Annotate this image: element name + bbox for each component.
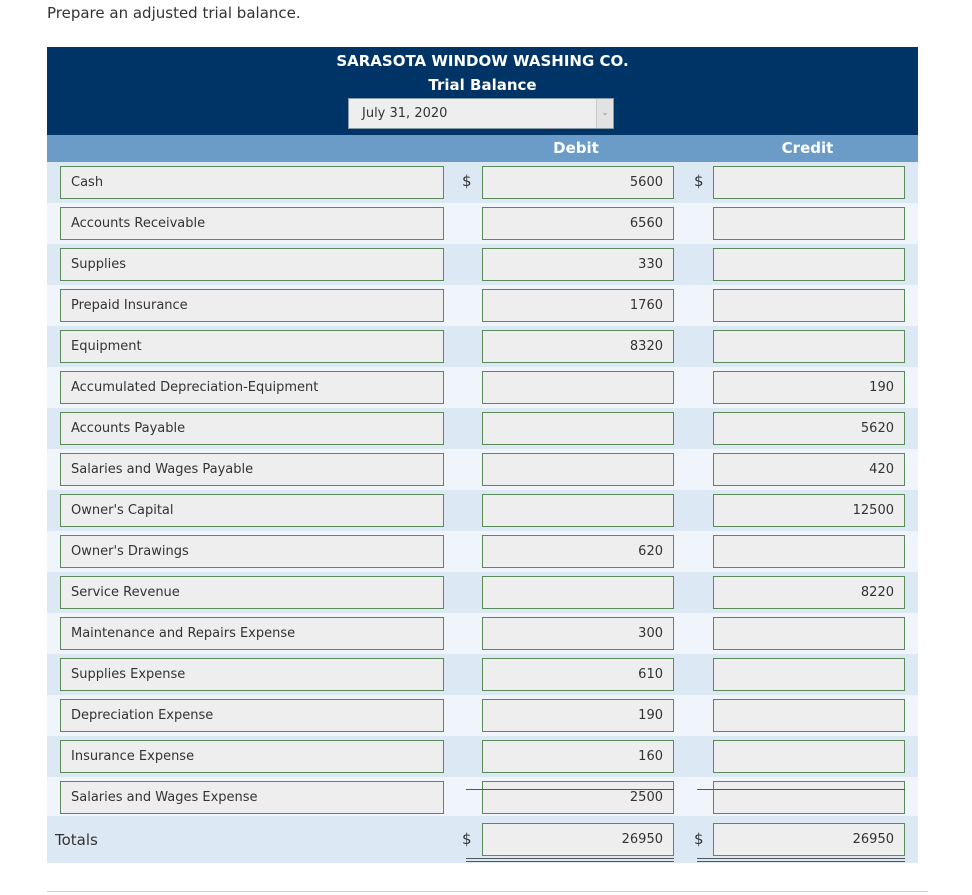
credit-amount: 8220 bbox=[860, 585, 894, 600]
credit-total-rule bbox=[697, 789, 905, 790]
credit-amount-field[interactable] bbox=[713, 494, 905, 527]
debit-amount-field[interactable] bbox=[482, 740, 674, 773]
debit-amount: 190 bbox=[638, 708, 663, 723]
account-name: Insurance Expense bbox=[71, 749, 195, 764]
table-row bbox=[47, 695, 918, 736]
credit-amount-field[interactable] bbox=[713, 371, 905, 404]
debit-amount-field[interactable] bbox=[482, 330, 674, 363]
credit-amount-field[interactable] bbox=[713, 740, 905, 773]
credit-amount-field[interactable] bbox=[713, 781, 905, 814]
debit-amount-field[interactable] bbox=[482, 207, 674, 240]
table-row bbox=[47, 162, 918, 203]
credit-amount-field[interactable] bbox=[713, 617, 905, 650]
account-name-field[interactable] bbox=[60, 494, 444, 527]
table-row bbox=[47, 408, 918, 449]
credit-amount-field[interactable] bbox=[713, 166, 905, 199]
table-row bbox=[47, 367, 918, 408]
credit-amount-field[interactable] bbox=[713, 658, 905, 691]
table-row bbox=[47, 203, 918, 244]
account-name-field[interactable] bbox=[60, 740, 444, 773]
account-name: Supplies bbox=[71, 257, 126, 272]
credit-amount-field[interactable] bbox=[713, 289, 905, 322]
table-row bbox=[47, 285, 918, 326]
debit-column-header: Debit bbox=[553, 139, 599, 157]
credit-amount-field[interactable] bbox=[713, 699, 905, 732]
credit-amount-field[interactable] bbox=[713, 330, 905, 363]
debit-amount: 160 bbox=[638, 749, 663, 764]
debit-amount: 8320 bbox=[629, 339, 663, 354]
debit-amount: 5600 bbox=[629, 175, 663, 190]
table-row bbox=[47, 572, 918, 613]
debit-amount: 1760 bbox=[629, 298, 663, 313]
table-row bbox=[47, 531, 918, 572]
account-name-field[interactable] bbox=[60, 781, 444, 814]
table-row bbox=[47, 326, 918, 367]
debit-amount-field[interactable] bbox=[482, 371, 674, 404]
credit-amount: 420 bbox=[869, 462, 894, 477]
debit-total-field[interactable] bbox=[482, 823, 674, 856]
debit-total-rule bbox=[466, 789, 674, 790]
divider bbox=[47, 891, 928, 892]
account-name: Accounts Payable bbox=[71, 421, 186, 436]
debit-amount-field[interactable] bbox=[482, 781, 674, 814]
totals-label: Totals bbox=[55, 831, 98, 849]
account-name: Cash bbox=[71, 175, 104, 190]
account-name-field[interactable] bbox=[60, 207, 444, 240]
account-name-field[interactable] bbox=[60, 535, 444, 568]
credit-amount-field[interactable] bbox=[713, 535, 905, 568]
account-name-field[interactable] bbox=[60, 576, 444, 609]
debit-amount: 6560 bbox=[629, 216, 663, 231]
date-dropdown[interactable] bbox=[348, 98, 614, 129]
debit-amount-field[interactable] bbox=[482, 617, 674, 650]
debit-amount: 610 bbox=[638, 667, 663, 682]
table-row bbox=[47, 449, 918, 490]
column-header-bar bbox=[47, 135, 918, 162]
account-name: Prepaid Insurance bbox=[71, 298, 188, 313]
account-name: Depreciation Expense bbox=[71, 708, 214, 723]
debit-amount-field[interactable] bbox=[482, 166, 674, 199]
debit-amount: 300 bbox=[638, 626, 663, 641]
account-name-field[interactable] bbox=[60, 330, 444, 363]
debit-total-value: 26950 bbox=[621, 832, 663, 847]
debit-amount-field[interactable] bbox=[482, 576, 674, 609]
credit-amount-field[interactable] bbox=[713, 453, 905, 486]
account-name: Accounts Receivable bbox=[71, 216, 206, 231]
debit-amount: 620 bbox=[638, 544, 663, 559]
account-name-field[interactable] bbox=[60, 617, 444, 650]
account-name: Owner's Drawings bbox=[71, 544, 189, 559]
credit-amount-field[interactable] bbox=[713, 576, 905, 609]
credit-amount-field[interactable] bbox=[713, 248, 905, 281]
debit-amount-field[interactable] bbox=[482, 453, 674, 486]
account-name: Equipment bbox=[71, 339, 142, 354]
account-name: Service Revenue bbox=[71, 585, 180, 600]
debit-amount-field[interactable] bbox=[482, 658, 674, 691]
debit-amount: 2500 bbox=[629, 790, 663, 805]
account-name-field[interactable] bbox=[60, 412, 444, 445]
account-name-field[interactable] bbox=[60, 658, 444, 691]
dollar-sign: $ bbox=[694, 172, 704, 190]
credit-amount: 12500 bbox=[852, 503, 894, 518]
credit-column-header: Credit bbox=[781, 139, 834, 157]
table-row bbox=[47, 490, 918, 531]
dollar-sign: $ bbox=[694, 830, 704, 848]
account-name-field[interactable] bbox=[60, 371, 444, 404]
account-name-field[interactable] bbox=[60, 166, 444, 199]
credit-total-value: 26950 bbox=[852, 832, 894, 847]
account-name: Owner's Capital bbox=[71, 503, 174, 518]
debit-amount-field[interactable] bbox=[482, 699, 674, 732]
account-name: Salaries and Wages Payable bbox=[71, 462, 254, 477]
statement-header bbox=[47, 47, 918, 135]
debit-amount-field[interactable] bbox=[482, 412, 674, 445]
credit-amount-field[interactable] bbox=[713, 412, 905, 445]
chevron-down-icon[interactable]: ⌄ bbox=[596, 99, 613, 128]
account-name: Salaries and Wages Expense bbox=[71, 790, 258, 805]
credit-double-underline bbox=[697, 858, 905, 862]
account-name-field[interactable] bbox=[60, 289, 444, 322]
account-name-field[interactable] bbox=[60, 699, 444, 732]
credit-amount: 5620 bbox=[860, 421, 894, 436]
instruction-text: Prepare an adjusted trial balance. bbox=[47, 4, 301, 22]
debit-amount-field[interactable] bbox=[482, 535, 674, 568]
debit-amount-field[interactable] bbox=[482, 494, 674, 527]
table-row bbox=[47, 654, 918, 695]
statement-title: Trial Balance bbox=[428, 76, 537, 94]
company-name: SARASOTA WINDOW WASHING CO. bbox=[336, 52, 629, 70]
table-row bbox=[47, 736, 918, 777]
totals-row bbox=[47, 816, 918, 863]
account-name-field[interactable] bbox=[60, 453, 444, 486]
trial-balance-panel bbox=[47, 47, 918, 863]
table-row bbox=[47, 777, 918, 818]
dollar-sign: $ bbox=[462, 172, 472, 190]
table-row bbox=[47, 613, 918, 654]
debit-double-underline bbox=[466, 858, 674, 862]
date-dropdown-value: July 31, 2020 bbox=[362, 106, 448, 121]
account-name: Supplies Expense bbox=[71, 667, 186, 682]
dollar-sign: $ bbox=[462, 830, 472, 848]
credit-amount-field[interactable] bbox=[713, 207, 905, 240]
account-name: Maintenance and Repairs Expense bbox=[71, 626, 296, 641]
debit-amount: 330 bbox=[638, 257, 663, 272]
credit-total-field[interactable] bbox=[713, 823, 905, 856]
debit-amount-field[interactable] bbox=[482, 248, 674, 281]
debit-amount-field[interactable] bbox=[482, 289, 674, 322]
account-name-field[interactable] bbox=[60, 248, 444, 281]
table-row bbox=[47, 244, 918, 285]
account-name: Accumulated Depreciation-Equipment bbox=[71, 380, 319, 395]
credit-amount: 190 bbox=[869, 380, 894, 395]
